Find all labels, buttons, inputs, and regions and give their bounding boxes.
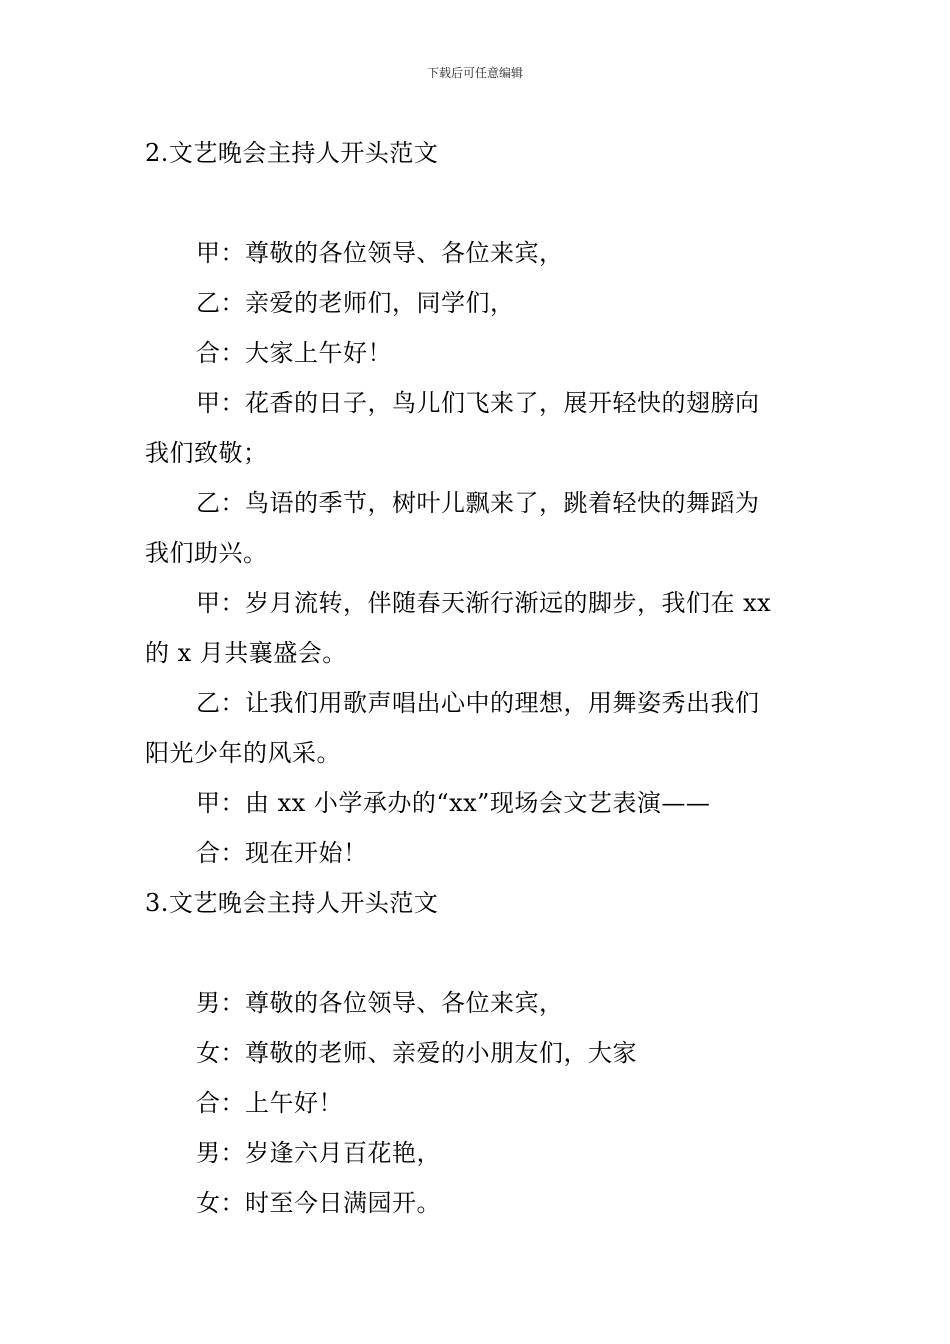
text-line: 合：上午好！ xyxy=(196,1089,343,1117)
paragraph-gap xyxy=(145,178,807,228)
document-body xyxy=(145,128,807,1228)
text-line: 甲：花香的日子，鸟儿们飞来了，展开轻快的翅膀向 xyxy=(196,389,760,417)
text-line: 甲：尊敬的各位领导、各位来宾， xyxy=(196,239,564,267)
text-line: 男：岁逢六月百花艳， xyxy=(196,1139,441,1167)
text-line: 女：尊敬的老师、亲爱的小朋友们，大家 xyxy=(196,1039,637,1067)
section-heading: 2.文艺晚会主持人开头范文 xyxy=(145,139,439,167)
text-line: 我们助兴。 xyxy=(145,539,268,567)
text-line: 乙：鸟语的季节，树叶儿飘来了，跳着轻快的舞蹈为 xyxy=(196,489,760,517)
text-line: 乙：亲爱的老师们，同学们， xyxy=(196,289,515,317)
text-line: 我们致敬； xyxy=(145,439,268,467)
text-line: 男：尊敬的各位领导、各位来宾， xyxy=(196,989,564,1017)
paragraph-gap xyxy=(145,928,807,978)
text-line: 甲：岁月流转，伴随春天渐行渐远的脚步，我们在 xx xyxy=(196,589,772,617)
page-header: 下载后可任意编辑 xyxy=(426,66,523,80)
text-line: 的 x 月共襄盛会。 xyxy=(145,639,347,667)
text-line: 合：大家上午好！ xyxy=(196,339,392,367)
text-line: 女：时至今日满园开。 xyxy=(196,1189,441,1217)
section-heading: 3.文艺晚会主持人开头范文 xyxy=(145,889,439,917)
text-line: 阳光少年的风采。 xyxy=(145,739,341,767)
text-line: 甲：由 xx 小学承办的“xx”现场会文艺表演—— xyxy=(196,789,711,817)
text-line: 合：现在开始！ xyxy=(196,839,368,867)
text-line: 乙：让我们用歌声唱出心中的理想，用舞姿秀出我们 xyxy=(196,689,760,717)
